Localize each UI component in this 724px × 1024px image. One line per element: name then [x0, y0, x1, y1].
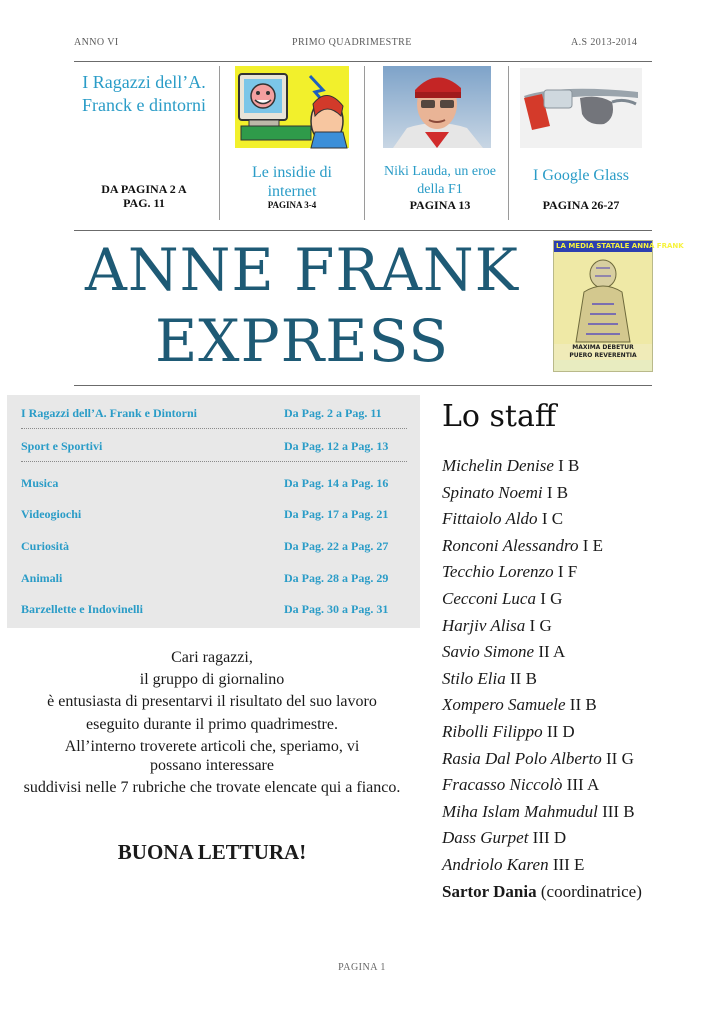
closing-greeting: BUONA LETTURA!: [117, 840, 307, 864]
toc-section: Sport e Sportivi: [21, 439, 103, 453]
toc-section: Curiosità: [21, 539, 69, 553]
staff-member: Savio Simone II A: [442, 642, 566, 662]
column-divider: [364, 66, 365, 220]
staff-member: Andriolo Karen III E: [442, 854, 585, 874]
staff-member: Spinato Noemi I B: [442, 482, 569, 502]
staff-member: Fittaiolo Aldo I C: [442, 509, 564, 529]
toc-pages: Da Pag. 12 a Pag. 13: [284, 439, 389, 453]
toc-row[interactable]: [14, 404, 414, 424]
toc-separator: [21, 428, 407, 429]
toc-box: [7, 395, 420, 628]
toc-pages: Da Pag. 22 a Pag. 27: [284, 539, 389, 553]
masthead-bottom-rule: [74, 385, 652, 386]
staff-member: Miha Islam Mahmudul III B: [442, 801, 635, 821]
teaser-page-ragazzi: DA PAGINA 2 A PAG. 11: [101, 182, 187, 211]
toc-separator: [21, 461, 407, 462]
toc-section: Musica: [21, 476, 59, 490]
intro-line: All’interno troverete articoli che, speriamo, vi possano interessare: [64, 738, 360, 774]
school-logo: [553, 240, 684, 372]
staff-member: Cecconi Luca I G: [442, 588, 563, 608]
column-divider: [508, 66, 509, 220]
intro-line: il gruppo di giornalino: [139, 671, 285, 688]
header-rule: [74, 61, 652, 62]
logo-motto-line1: MAXIMA DEBETUR: [572, 344, 634, 351]
masthead-top-rule: [74, 230, 652, 231]
toc-row[interactable]: [14, 600, 414, 620]
toc-pages: Da Pag. 17 a Pag. 21: [284, 507, 389, 521]
staff-member: Xompero Samuele II B: [442, 695, 597, 715]
school-year-label: A.S 2013-2014: [571, 37, 638, 48]
toc-row[interactable]: [14, 569, 414, 589]
toc-section: Videogiochi: [21, 507, 82, 521]
logo-motto-line2: PUERO REVERENTIA: [569, 352, 637, 359]
toc-pages: Da Pag. 30 a Pag. 31: [284, 602, 389, 616]
toc-pages: Da Pag. 14 a Pag. 16: [284, 476, 389, 490]
logo-figure-icon: [554, 252, 652, 344]
staff-list: [442, 453, 712, 905]
toc-section: Barzellette e Indovinelli: [21, 602, 143, 616]
staff-title: Lo staff: [442, 399, 557, 434]
column-divider: [219, 66, 220, 220]
teaser-title-internet[interactable]: Le insidie di internet: [252, 164, 332, 200]
teaser-title-lauda[interactable]: Niki Lauda, un eroe della F1: [384, 164, 496, 197]
masthead-title-line1: ANNE FRANK: [84, 236, 520, 304]
intro-line: è entusiasta di presentarvi il risultato del suo lavoro: [47, 693, 377, 710]
toc-row[interactable]: [14, 474, 414, 494]
toc-row[interactable]: [14, 437, 414, 457]
toc-pages: Da Pag. 28 a Pag. 29: [284, 571, 389, 585]
intro-message: [12, 648, 412, 797]
toc-section: Animali: [21, 571, 63, 585]
teaser-title-ragazzi[interactable]: I Ragazzi dell’A. Franck e dintorni: [82, 72, 206, 115]
staff-member: Michelin Denise I B: [442, 456, 580, 475]
google-glass-photo: [520, 68, 642, 148]
teaser-title-google-glass[interactable]: I Google Glass: [533, 167, 629, 184]
teaser-page-internet: PAGINA 3-4: [267, 200, 317, 210]
toc-section: I Ragazzi dell’A. Frank e Dintorni: [21, 406, 197, 420]
staff-member: Harjiv Alisa I G: [442, 615, 552, 635]
intro-line: suddivisi nelle 7 rubriche che trovate elencate qui a fianco.: [23, 779, 401, 796]
toc-row[interactable]: [14, 505, 414, 525]
intro-line: eseguito durante il primo quadrimestre.: [86, 716, 338, 733]
volume-label: ANNO VI: [74, 37, 119, 48]
teaser-page-google-glass: PAGINA 26-27: [542, 198, 620, 212]
staff-member: Ribolli Filippo II D: [442, 721, 575, 741]
masthead-title-line2: EXPRESS: [154, 307, 450, 375]
toc-row[interactable]: [14, 537, 414, 557]
toc-pages: Da Pag. 2 a Pag. 11: [284, 406, 382, 420]
intro-line: Cari ragazzi,: [171, 649, 253, 666]
logo-banner: LA MEDIA STATALE ANNA FRANK: [556, 242, 684, 250]
teaser-page-lauda: PAGINA 13: [409, 198, 471, 212]
page-number: PAGINA 1: [338, 962, 386, 973]
cartoon-computer-icon: [235, 66, 349, 148]
period-label: PRIMO QUADRIMESTRE: [292, 37, 412, 48]
portrait-photo: [383, 66, 491, 148]
staff-member: Stilo Elia II B: [442, 668, 537, 688]
staff-member: Rasia Dal Polo Alberto II G: [442, 748, 634, 768]
staff-member: Tecchio Lorenzo I F: [442, 562, 578, 582]
staff-coordinator: Sartor Dania (coordinatrice): [442, 881, 642, 901]
staff-member: Ronconi Alessandro I E: [442, 535, 604, 555]
staff-member: Fracasso Niccolò III A: [442, 775, 600, 795]
staff-member: Dass Gurpet III D: [442, 828, 567, 848]
